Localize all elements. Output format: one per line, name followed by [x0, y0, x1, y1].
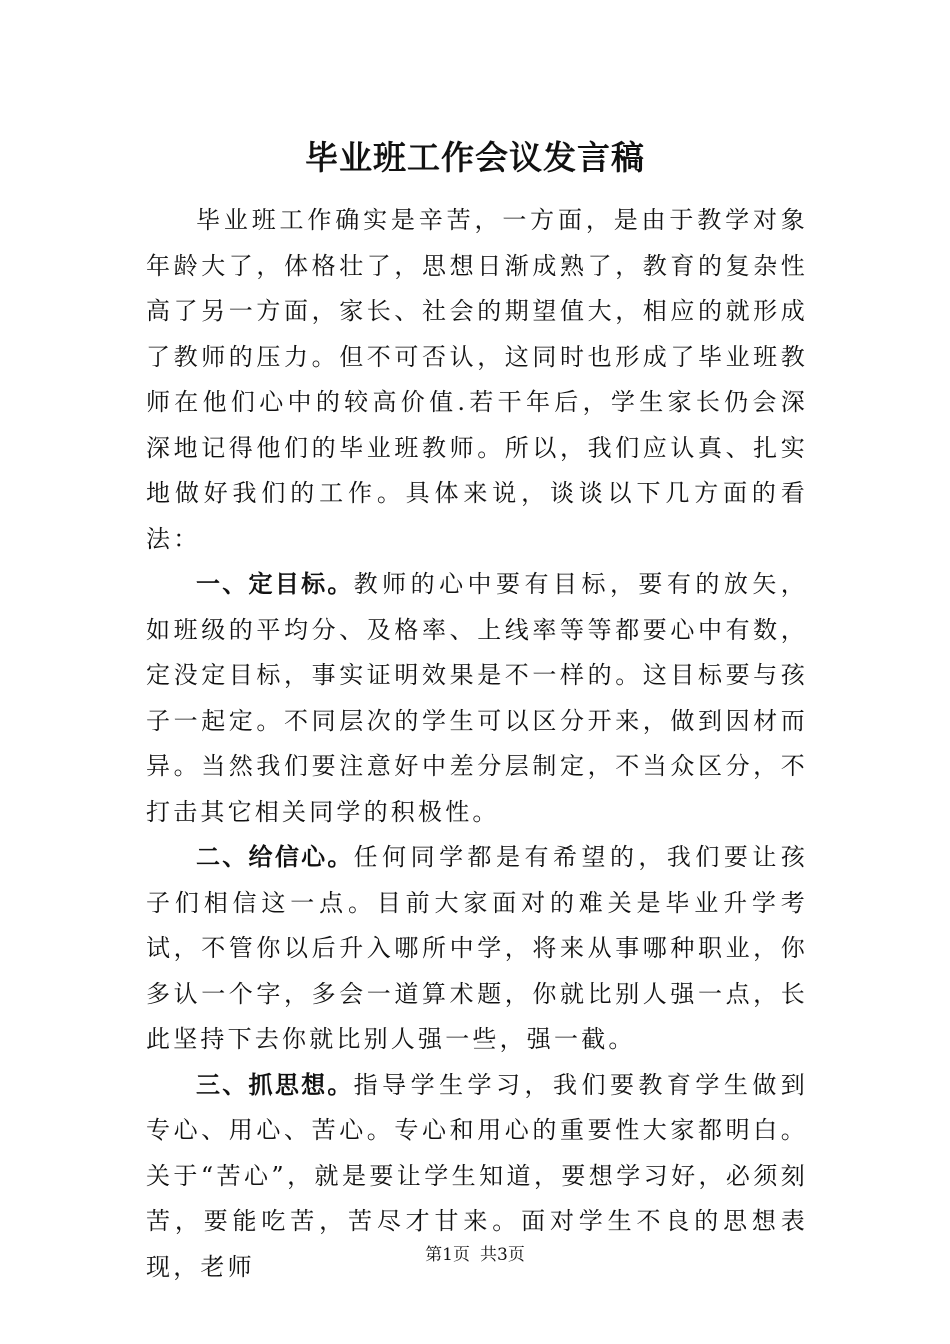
paragraph-text: 毕业班工作确实是辛苦，一方面，是由于教学对象年龄大了，体格壮了，思想日渐成熟了，教育的复杂性高了另一方面，家长、社会的期望值大，相应的就形成了教师的压力。但不可否认，这同时也形成了毕业班教师在他们心中的较高价值.若干年后，学生家长仍会深深地记得他们的毕业班教师。所以，我们应认真、扎实地做好我们的工作。具体来说，谈谈以下几方面的看法： [146, 206, 808, 553]
paragraph-text: 指导学生学习，我们要教育学生做到专心、用心、苦心。专心和用心的重要性大家都明白。关于“苦心”，就是要让学生知道，要想学习好，必须刻苦，要能吃苦，苦尽才甘来。面对学生不良的思想表现，老师 [146, 1070, 808, 1281]
paragraph-text: 任何同学都是有希望的，我们要让孩子们相信这一点。目前大家面对的难关是毕业升学考试，不管你以后升入哪所中学，将来从事哪种职业，你多认一个字，多会一道算术题，你就比别人强一点，长此坚持下去你就比别人强一些，强一截。 [146, 843, 808, 1053]
paragraph-heading: 一、定目标。 [196, 570, 354, 598]
paragraph-heading: 二、给信心。 [196, 843, 354, 871]
paragraph-set-goals [146, 562, 808, 835]
page-total: 共3页 [480, 1245, 525, 1265]
paragraph-text: 教师的心中要有目标，要有的放矢，如班级的平均分、及格率、上线率等等都要心中有数，定没定目标，事实证明效果是不一样的。这目标要与孩子一起定。不同层次的学生可以区分开来，做到因材而异。当然我们要注意好中差分层制定，不当众区分，不打击其它相关同学的积极性。 [146, 570, 808, 826]
paragraph-give-confidence [146, 835, 808, 1063]
document-body [146, 198, 808, 1290]
document-title: 毕业班工作会议发言稿 [305, 138, 645, 177]
page-footer [0, 1243, 950, 1267]
page-number: 第1页 [425, 1245, 470, 1265]
paragraph-intro [146, 198, 808, 562]
paragraph-heading: 三、抓思想。 [196, 1070, 354, 1099]
